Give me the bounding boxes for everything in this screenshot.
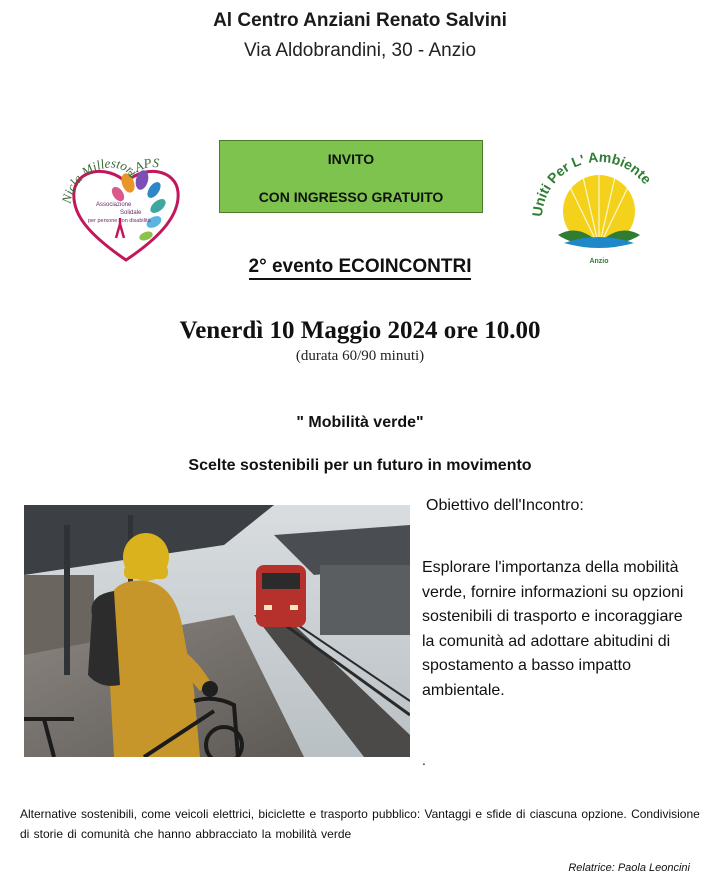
logo-left-text-1: Associazione — [96, 202, 132, 208]
event-duration: (durata 60/90 minuti) — [295, 348, 425, 364]
venue-address: Via Aldobrandini, 30 - Anzio — [243, 40, 477, 61]
invite-box — [219, 140, 483, 213]
event-title-text: 2° evento ECOINCONTRI — [249, 256, 472, 280]
alternatives-text: Alternative sostenibili, come veicoli elettrici, biciclette e trasporto pubblico: Vantaggi e sfide di ciascuna opzione. Condivisione di storie di comunità che hanno abbracciato la mobilità verde — [20, 807, 700, 841]
logo-left-text-3: per persone con disabilità — [88, 218, 151, 224]
logo-left-arc-text: Nicla Millestorie APS — [58, 154, 160, 205]
logo-right-caption: Anzio — [589, 258, 609, 265]
logo-left-text-2: Solidale — [120, 210, 142, 216]
venue-title: Al Centro Anziani Renato Salvini — [213, 10, 507, 31]
event-topic: " Mobilità verde" — [296, 414, 424, 431]
objective-text: Esplorare l'importanza della mobilità verde, fornire informazioni su opzioni sostenibili di trasporto e incoraggiare la comunità ad adottare abitudini di spostamento a basso impatto ambientale. — [422, 559, 684, 699]
event-subtitle: Scelte sostenibili per un futuro in movimento — [188, 457, 532, 474]
event-date: Venerdì 10 Maggio 2024 ore 10.00 — [179, 317, 541, 344]
invite-line-2: CON INGRESSO GRATUITO — [258, 189, 444, 205]
speaker-credit: Relatrice: Paola Leoncini — [568, 862, 690, 874]
train-station-photo — [24, 505, 410, 757]
objective-title: Obiettivo dell'Incontro: — [426, 497, 584, 514]
nicla-millestorie-logo — [58, 148, 194, 266]
logo-right-arc-text: Uniti Per L' Ambiente — [528, 148, 655, 218]
objective-trailing-dot: . — [422, 752, 426, 768]
invite-line-1: INVITO — [327, 151, 375, 167]
event-title — [0, 256, 720, 278]
uniti-per-ambiente-logo — [528, 143, 670, 269]
